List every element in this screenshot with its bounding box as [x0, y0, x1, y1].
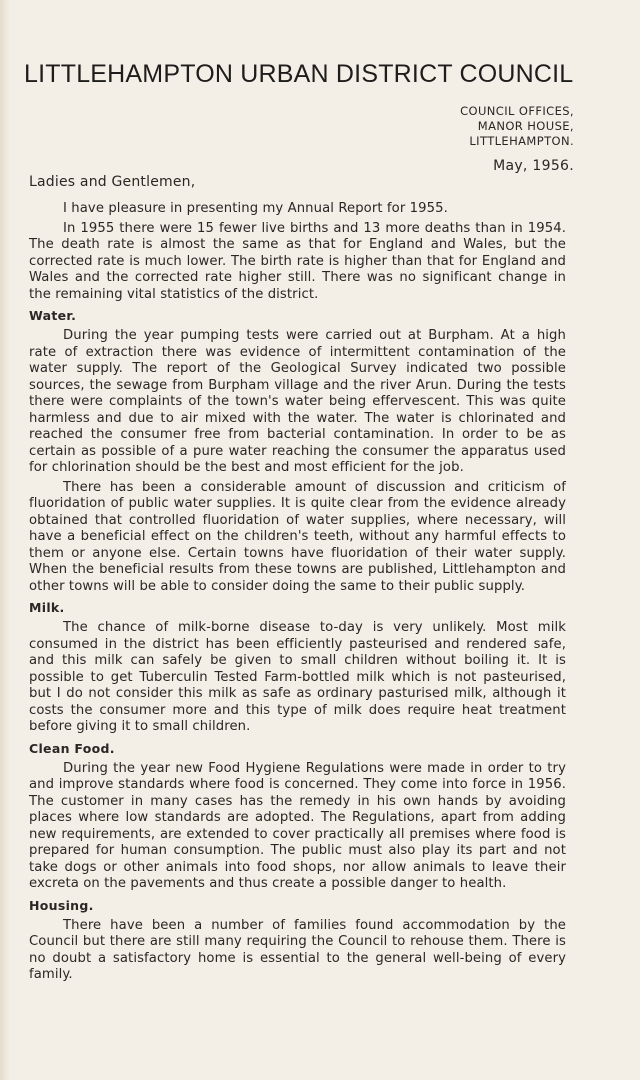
council-address [460, 104, 574, 149]
council-title: LITTLEHAMPTON URBAN DISTRICT COUNCIL [24, 60, 574, 88]
section-heading-milk: Milk. [29, 600, 65, 615]
intro-paragraph: In 1955 there were 15 fewer live births and 13 more deaths than in 1954. The death rate is almost the same as that for England and Wales, but the corrected rate is much lower. The birth rate is higher than that for England and Wales and the corrected rate higher still. There was no significant change in the remaining vital statistics of the district. [29, 220, 566, 302]
milk-paragraph: The chance of milk-borne disease to-day is very unlikely. Most milk consumed in the district has been efficiently pasteurised and rendered safe, and this milk can safely be given to small children without boiling it. It is possible to get Tuberculin Tested Farm-bottled milk which is not pasteurised, but I do not consider this milk as safe as ordinary pasturised milk, although it costs the consumer more and this type of milk does require heat treatment before giving it to small children. [29, 620, 566, 734]
address-line: LITTLEHAMPTON. [469, 134, 574, 148]
section-heading-clean-food: Clean Food. [29, 740, 115, 756]
report-body [29, 201, 566, 987]
page-edge-shadow [0, 0, 10, 1080]
address-line: MANOR HOUSE, [477, 119, 574, 133]
address-line: COUNCIL OFFICES, [460, 104, 574, 118]
water-paragraph: There has been a considerable amount of discussion and criticism of fluoridation of public water supplies. It is quite clear from the evidence already obtained that controlled fluoridation of water supplies, where necessary, will have a beneficial effect on the children's teeth, without any harmful effects to them or anyone else. Certain towns have fluoridation of their water supply. When the beneficial results from these towns are published, Littlehampton and other towns will be able to consider doing the same to their public supply. [29, 479, 566, 594]
report-date: May, 1956. [493, 158, 574, 174]
housing-paragraph: There have been a number of families found accommodation by the Council but there are still many requiring the Council to rehouse them. There is no doubt a satisfactory home is essential to the general well-being of every family. [29, 917, 566, 982]
water-paragraph: During the year pumping tests were carried out at Burpham. At a high rate of extraction there was evidence of intermittent contamination of the water supply. The report of the Geological Survey indicated two possible sources, the sewage from Burpham village and the river Arun. During the tests there were complaints of the town's water being effervescent. This was quite harmless and due to air mixed with the water. The water is chlorinated and reached the consumer free from bacterial contamination. In order to be as certain as possible of a pure water reaching the consumer the apparatus used for chlorination should be the best and most efficient for the job. [29, 328, 566, 475]
salutation: Ladies and Gentlemen, [29, 174, 196, 190]
section-heading-housing: Housing. [29, 897, 94, 913]
section-heading-water: Water. [29, 308, 77, 323]
clean-food-paragraph: During the year new Food Hygiene Regulations were made in order to try and improve standards where food is concerned. They come into force in 1956. The customer in many cases has the remedy in his own hands by avoiding places where low standards are adopted. The Regulations, apart from adding new requirements, are extended to cover practically all premises where food is prepared for human consumption. The public must also play its part and not take dogs or other animals into food shops, nor allow animals to leave their excreta on the pavements and thus create a possible danger to health. [29, 760, 566, 891]
intro-paragraph: I have pleasure in presenting my Annual Report for 1955. [63, 201, 448, 216]
